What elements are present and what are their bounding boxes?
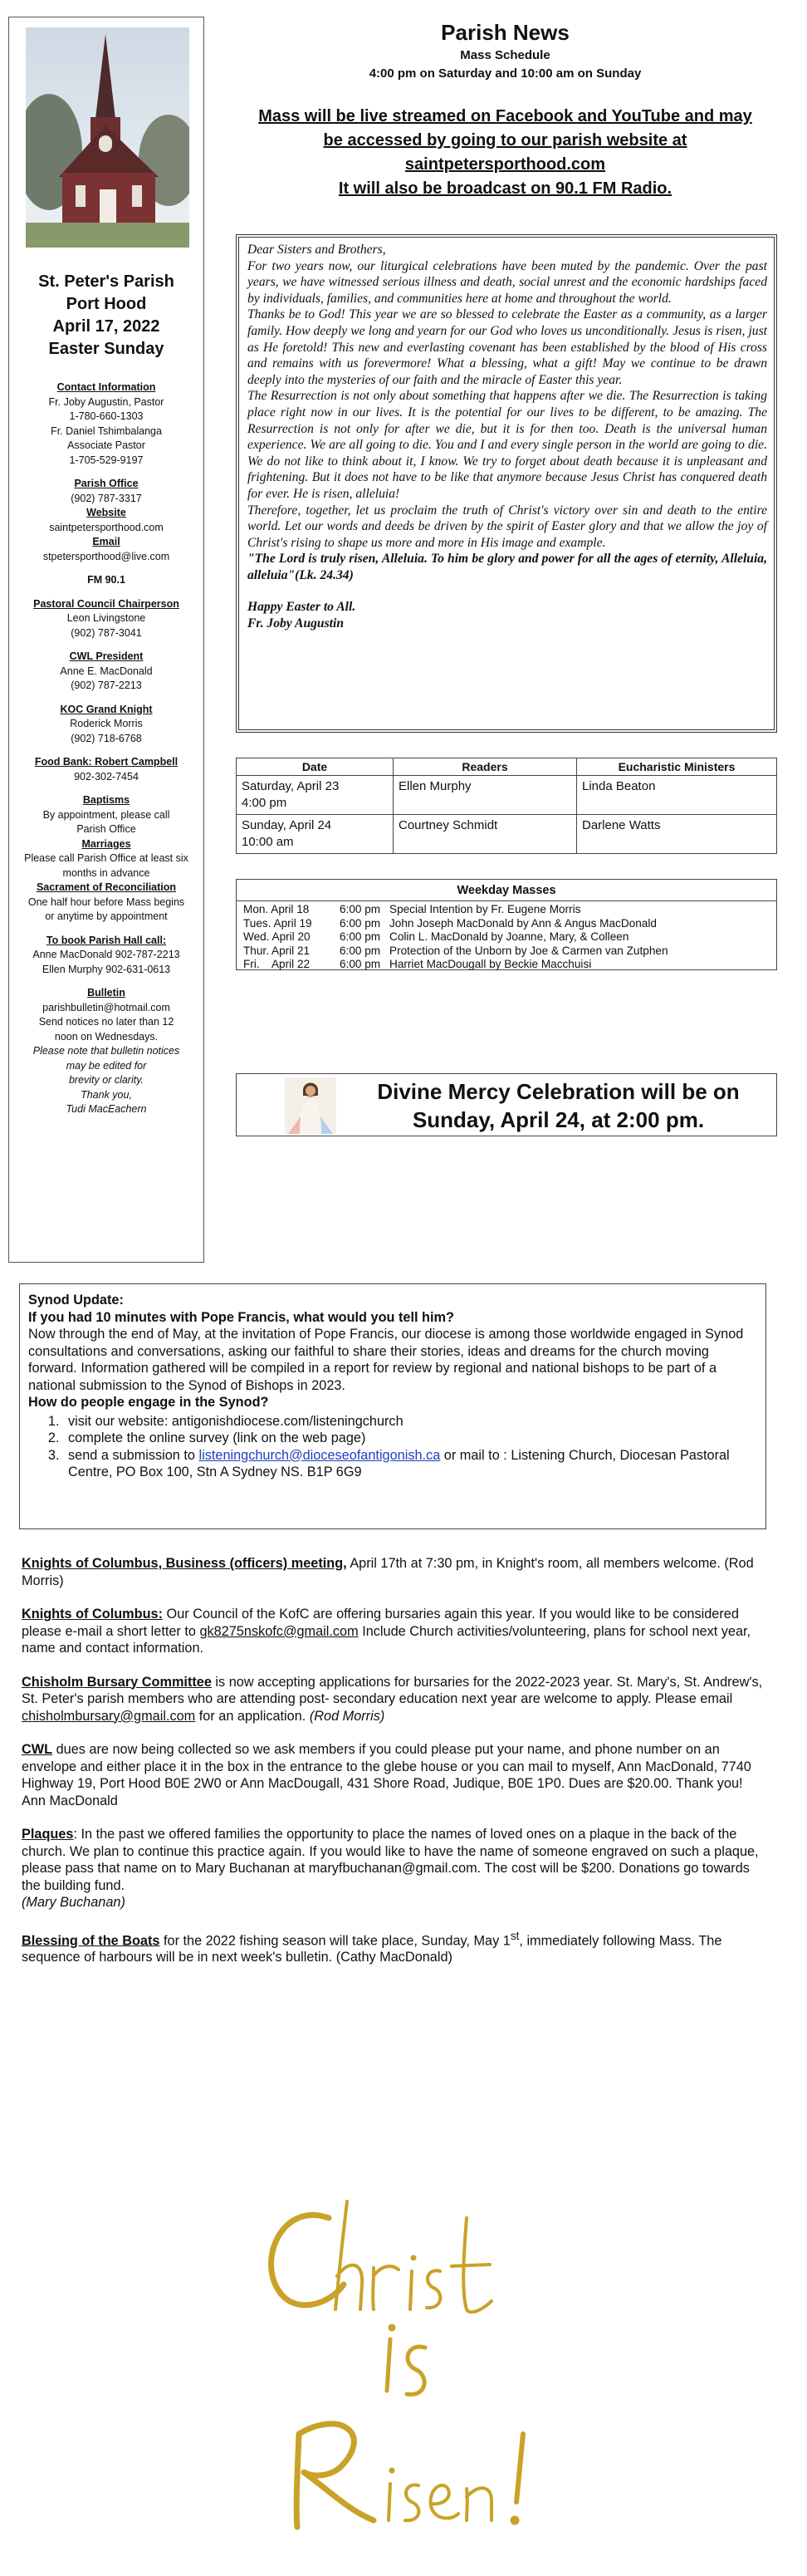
notice-text: : In the past we offered families the opportunity to place the names of loved ones on a plaque in the back of the church. We plan to continue this practice again. If you would like to have the name of someone engraved on such a plaque, please pass that name on to Mary Buchanan at maryfbuchanan@gmail.com. The cost will be $200. Donations go towards the building fund. xyxy=(22,1827,759,1893)
livestream-notice xyxy=(213,105,798,201)
pastoral-heading: Pastoral Council Chairperson xyxy=(33,597,179,610)
cwl-heading: CWL President xyxy=(69,650,144,662)
mass-intention: Colin L. MacDonald by Joanne, Mary, & Colleen xyxy=(389,930,629,943)
bulletin-header xyxy=(213,18,798,201)
letter-greeting: Dear Sisters and Brothers, xyxy=(247,243,386,257)
letter-closing: Happy Easter to All. xyxy=(247,600,356,615)
website-heading: Website xyxy=(86,507,126,518)
livestream-line1: Mass will be live streamed on Facebook and YouTube and may xyxy=(258,107,752,125)
reconciliation-heading: Sacrament of Reconciliation xyxy=(36,881,177,893)
notice-signature: (Rod Morris) xyxy=(309,1708,385,1724)
pastoral-phone: (902) 787-3041 xyxy=(71,626,142,639)
list-item xyxy=(237,903,776,917)
cwl-phone: (902) 787-2213 xyxy=(71,680,142,691)
synod-steps xyxy=(63,1413,757,1481)
bulletin-email[interactable]: parishbulletin@hotmail.com xyxy=(42,1001,170,1013)
mass-time: 6:00 pm xyxy=(340,903,381,915)
row-date xyxy=(237,776,394,815)
mass-day: Thur. April 21 xyxy=(243,944,311,957)
bulletin-note3: brevity or clarity. xyxy=(68,1074,144,1086)
parish-title-block xyxy=(9,271,203,361)
notice-text: for the 2022 fishing season will take place, Sunday, May 1 xyxy=(159,1932,511,1948)
mass-day: Mon. April 18 xyxy=(243,903,310,915)
notice-kofc-bursary xyxy=(22,1606,769,1657)
divine-mercy-banner xyxy=(236,1073,777,1136)
letter-signature: Fr. Joby Augustin xyxy=(247,616,344,631)
synod-body: Now through the end of May, at the invitation of Pope Francis, our diocese is among those worldwide engaged in Synod consultations and conversations, asking our faithful to share their stories, ideas and dreams for the church moving forward. Information gathered will be compiled in a report for review by regional and national bishops to be part of a national submission to the Synod of Bishops in 2023. xyxy=(28,1327,744,1393)
baptisms-line1: By appointment, please call xyxy=(42,808,170,821)
list-item xyxy=(237,930,776,945)
website-value[interactable]: saintpetersporthood.com xyxy=(49,521,164,533)
letter-paragraph: The Resurrection is not only about something that happens after we die. The Resurrection is taking place right now in our lives. It is the potential for our lives to be different, to be amazing. The Resurrection is not only for after we die, but it is for then too. Death is the universal human experience. We are all going to die. You and I and every single person in the world are going to die. We do not like to think about it, I know. We try to forget about death because it is unpleasant and frightening. But it does not have to be like that anymore because Jesus Christ has conquered death for ever. He is risen, alleluia! xyxy=(247,389,767,501)
row-date-time: 4:00 pm xyxy=(242,796,287,810)
column-header-date: Date xyxy=(237,758,394,776)
bulletin-note2: may be edited for xyxy=(66,1059,147,1072)
bulletin-note4: Thank you, xyxy=(81,1088,132,1101)
notice-text: , immediately following Mass. The sequence of harbours will be in next week's bulletin. (Cathy MacDonald) xyxy=(22,1932,722,1965)
bulletin-line1: Send notices no later than 12 xyxy=(38,1016,174,1028)
mass-day: Tues. April 19 xyxy=(243,916,312,930)
hall-line1: Anne MacDonald 902-787-2213 xyxy=(32,949,180,960)
letter-paragraph: Therefore, together, let us proclaim the truth of Christ's victory over sin and death to the entire world. Let our words and deeds be driven by the spirit of Easter glory and that we allow the joy of Christ's rising to shape us more and more in His image and example. xyxy=(247,503,767,550)
synod-how-heading: How do people engage in the Synod? xyxy=(28,1395,269,1410)
office-phone: (902) 787-3317 xyxy=(71,492,142,504)
bulletin-note1: Please note that bulletin notices xyxy=(32,1045,180,1057)
pastor-name: Fr. Joby Augustin, Pastor xyxy=(48,395,164,408)
reconciliation-line2: or anytime by appointment xyxy=(45,910,168,922)
koc-phone: (902) 718-6768 xyxy=(71,732,142,744)
notice-cwl xyxy=(22,1741,769,1809)
notice-plaques xyxy=(22,1826,769,1911)
cwl-name: Anne E. MacDonald xyxy=(60,665,153,677)
easter-letter xyxy=(236,234,777,733)
notice-heading: Knights of Columbus, Business (officers) meeting, xyxy=(22,1556,347,1571)
notice-kofc-meeting xyxy=(22,1555,769,1589)
row-reader: Ellen Murphy xyxy=(394,776,577,815)
notice-signature: (Mary Buchanan) xyxy=(22,1895,125,1910)
synod-heading: Synod Update: xyxy=(28,1293,124,1308)
mass-intention: Protection of the Unborn by Joe & Carmen van Zutphen xyxy=(389,944,668,957)
pastor-phone: 1-780-660-1303 xyxy=(69,410,144,422)
mass-intention: Harriet MacDougall by Beckie Macchuisi xyxy=(389,958,592,970)
mass-schedule-times: 4:00 pm on Saturday and 10:00 am on Sunday xyxy=(369,66,642,81)
notice-text: is now accepting applications for bursaries for the 2022-2023 year. St. Mary's, St. Andrew's, St. Peter's parish members who are attending post- secondary education next year are welcome to apply. Please email xyxy=(22,1674,763,1706)
row-reader: Courtney Schmidt xyxy=(394,815,577,854)
notices xyxy=(22,1555,769,1983)
letter-paragraph: For two years now, our liturgical celebrations have been muted by the pandemic. Over the past years, we have witnessed serious illness and death, social unrest and the economic hardships faced by individuals, families, and communities here at home and throughout the world. xyxy=(247,258,767,306)
church-photo xyxy=(26,27,189,248)
letter-paragraph: Thanks be to God! This year we are so blessed to celebrate the Easter as a community, as a larger family. How deeply we long and yearn for our God who loves us unconditionally. Jesus is risen, just as He foretold! This new and everlasting covenant has been established by the blood of His cross and remains with us forevermore! What a blessing, what a gift! May we continue to be drawn deeply into the mysteries of our faith and the miracle of Easter this year. xyxy=(247,307,767,387)
table-header-row xyxy=(237,758,777,776)
bulletin-heading: Bulletin xyxy=(87,987,125,999)
notice-heading: CWL xyxy=(22,1742,53,1757)
synod-step-3-address: or mail to : Listening Church, Diocesan Pastoral Centre, PO Box 100, Stn A Sydney NS. B1P 6G9 xyxy=(68,1447,730,1479)
table-row xyxy=(237,815,777,854)
associate-phone: 1-705-529-9197 xyxy=(69,454,144,466)
list-item xyxy=(237,958,776,972)
mass-intention: John Joseph MacDonald by Ann & Angus MacDonald xyxy=(389,916,657,930)
mass-day: Fri. April 22 xyxy=(243,958,311,970)
letter-quote: "The Lord is truly risen, Alleluia. To him be glory and power for all the ages of eternity, Alleluia, alleluia"(Lk. 24.34) xyxy=(247,552,767,582)
baptisms-heading: Baptisms xyxy=(82,794,130,806)
koc-name: Roderick Morris xyxy=(70,718,143,729)
chisholm-email-link[interactable]: chisholmbursary@gmail.com xyxy=(22,1708,196,1724)
notice-text: Our Council of the KofC are offering bursaries again this year. If you would like to be considered please e-mail a short letter to xyxy=(22,1607,739,1639)
row-minister: Linda Beaton xyxy=(577,776,777,815)
synod-step-3 xyxy=(63,1447,757,1481)
parish-name: St. Peter's Parish xyxy=(38,272,174,291)
food-bank-phone: 902-302-7454 xyxy=(74,770,139,783)
notice-text: for an application. xyxy=(195,1708,310,1724)
readers-table xyxy=(236,758,777,854)
marriages-line2: months in advance xyxy=(62,866,150,879)
row-minister: Darlene Watts xyxy=(577,815,777,854)
livestream-line4: It will also be broadcast on 90.1 FM Radio. xyxy=(338,179,672,198)
notice-heading: Blessing of the Boats xyxy=(22,1932,160,1948)
marriages-line1: Please call Parish Office at least six xyxy=(24,852,188,864)
sidebar xyxy=(8,17,204,1263)
divine-mercy-image xyxy=(285,1077,336,1134)
contact-heading: Contact Information xyxy=(56,381,156,393)
mass-time: 6:00 pm xyxy=(340,958,381,970)
bulletin-note5: Tudi MacEachern xyxy=(66,1103,147,1115)
mass-time: 6:00 pm xyxy=(340,930,381,943)
associate-name: Fr. Daniel Tshimbalanga xyxy=(51,424,162,437)
marriages-heading: Marriages xyxy=(81,837,131,850)
office-heading: Parish Office xyxy=(74,478,139,489)
christ-is-risen-graphic xyxy=(249,2185,565,2550)
synod-step-1: 1. visit our website: antigonishdiocese.com/listeningchurch xyxy=(63,1413,757,1430)
list-item xyxy=(237,945,776,959)
divine-mercy-line2: Sunday, April 24, at 2:00 pm. xyxy=(412,1107,705,1132)
weekday-masses xyxy=(236,879,777,970)
synod-step-3-text: send a submission to xyxy=(68,1447,199,1463)
divine-mercy-text xyxy=(345,1077,772,1134)
mass-time: 6:00 pm xyxy=(340,916,381,930)
sidebar-contacts xyxy=(9,380,203,1117)
synod-question: If you had 10 minutes with Pope Francis, what would you tell him? xyxy=(28,1309,454,1325)
reconciliation-line1: One half hour before Mass begins xyxy=(27,895,185,908)
associate-title: Associate Pastor xyxy=(67,439,145,451)
bulletin-date: April 17, 2022 xyxy=(52,317,160,336)
kofc-email-link[interactable]: gk8275nskofc@gmail.com xyxy=(199,1623,359,1639)
divine-mercy-line1: Divine Mercy Celebration will be on xyxy=(377,1079,740,1104)
notice-text: dues are now being collected so we ask members if you could please put your name, and phone number on an envelope and either place it in the box in the entrance to the glebe house or you can mail to myself, Ann MacDonald, 7740 Highway 19, Port Hood B0E 2W0 or Ann MacDougall, 431 Shore Road, Judique, B0E 1P0. Dues are $20.00. Thank you! Ann MacDonald xyxy=(22,1742,751,1808)
column-header-readers: Readers xyxy=(394,758,577,776)
notice-heading: Knights of Columbus: xyxy=(22,1607,164,1622)
row-date xyxy=(237,815,394,854)
table-row xyxy=(237,776,777,815)
page-title: Parish News xyxy=(441,20,570,45)
koc-heading: KOC Grand Knight xyxy=(60,703,153,715)
notice-heading: Plaques xyxy=(22,1827,74,1842)
food-bank-heading: Food Bank: Robert Campbell xyxy=(34,756,179,768)
mass-day: Wed. April 20 xyxy=(243,930,311,943)
list-item xyxy=(237,917,776,931)
row-date-day: Saturday, April 23 xyxy=(242,779,340,793)
livestream-link[interactable]: saintpetersporthood.com xyxy=(404,155,606,174)
mass-time: 6:00 pm xyxy=(340,944,381,957)
notice-boats xyxy=(22,1928,769,1966)
hall-line2: Ellen Murphy 902-631-0613 xyxy=(42,963,171,975)
synod-update-box xyxy=(19,1283,766,1529)
hall-heading: To book Parish Hall call: xyxy=(46,934,167,946)
baptisms-line2: Parish Office xyxy=(76,823,136,835)
bulletin-occasion: Easter Sunday xyxy=(48,340,164,358)
pastoral-name: Leon Livingstone xyxy=(66,612,146,624)
synod-step-2: 2. complete the online survey (link on the web page) xyxy=(63,1430,757,1447)
notice-heading: Chisholm Bursary Committee xyxy=(22,1674,212,1690)
mass-schedule-heading: Mass Schedule xyxy=(460,48,550,62)
row-date-time: 10:00 am xyxy=(242,835,294,849)
parish-place: Port Hood xyxy=(66,295,147,313)
notice-text: April 17th at 7:30 pm, in Knight's room, all members welcome. (Rod Morris) xyxy=(22,1556,754,1588)
ordinal-suffix: st xyxy=(510,1929,520,1942)
synod-email-link[interactable]: listeningchurch@dioceseofantigonish.ca xyxy=(198,1447,441,1463)
column-header-ministers: Eucharistic Ministers xyxy=(577,758,777,776)
mass-intention: Special Intention by Fr. Eugene Morris xyxy=(389,903,581,915)
livestream-line2: be accessed by going to our parish website at xyxy=(323,131,687,150)
notice-text: Include Church activities/volunteering, plans for school next year, name and contact information. xyxy=(22,1623,751,1656)
bulletin-line2: noon on Wednesdays. xyxy=(54,1030,159,1043)
email-value[interactable]: stpetersporthood@live.com xyxy=(42,550,170,562)
email-heading: Email xyxy=(92,536,120,547)
weekday-title: Weekday Masses xyxy=(237,880,776,901)
notice-chisholm xyxy=(22,1674,769,1725)
gold-script-strokes xyxy=(271,2201,523,2527)
fm-label: FM 90.1 xyxy=(87,574,125,586)
row-date-day: Sunday, April 24 xyxy=(242,818,332,832)
